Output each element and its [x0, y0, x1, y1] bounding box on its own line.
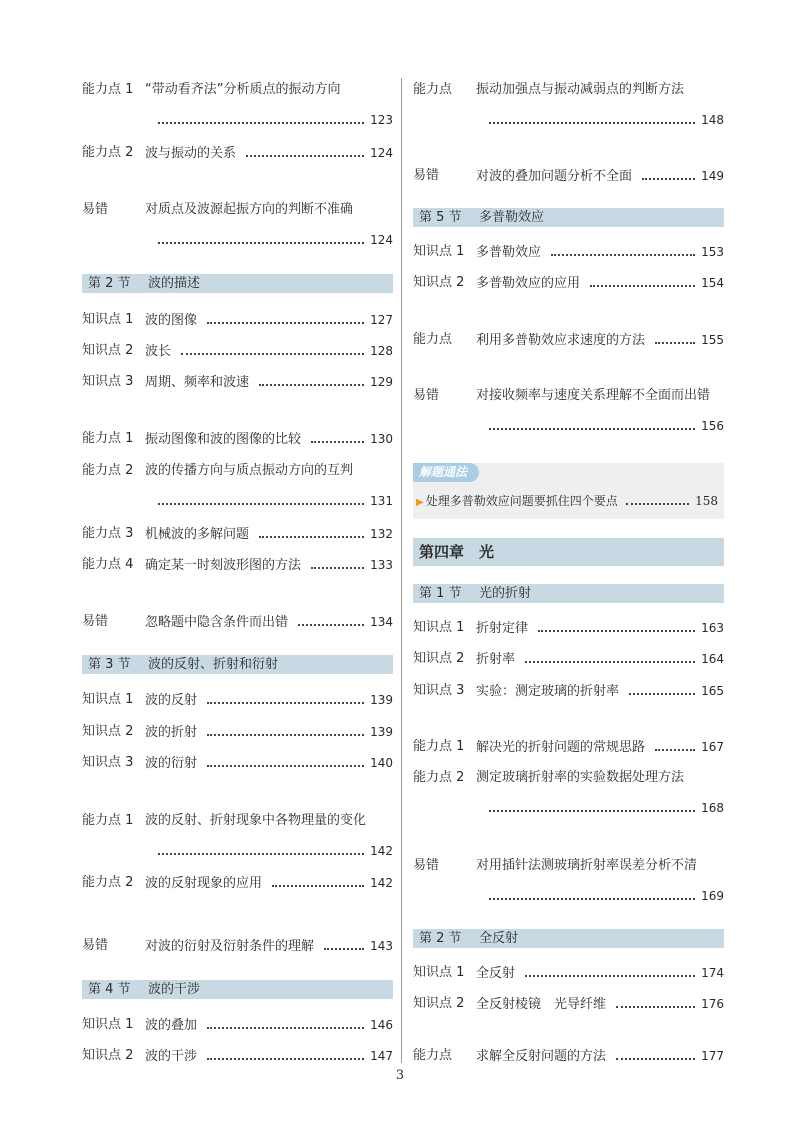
entry-tag: 能力点 1: [82, 82, 134, 97]
dot-leader: [616, 1046, 695, 1060]
page-ref: 165: [701, 684, 724, 698]
method-tips-entry[interactable]: [416, 491, 718, 509]
entry-tag: 易错: [82, 938, 109, 953]
entry-title: 对波的衍射及衍射条件的理解: [145, 939, 315, 954]
dot-leader: [655, 737, 695, 751]
column-divider: [401, 78, 402, 1063]
section-header[interactable]: [413, 929, 724, 948]
entry-title: 对波的叠加问题分析不全面: [476, 169, 633, 184]
entry-title: 全反射: [476, 966, 516, 981]
method-tips-text: 处理多普勒效应问题要抓住四个要点: [425, 494, 618, 508]
dot-leader: [311, 555, 364, 569]
entry-title: 对用插针法测玻璃折射率误差分析不清: [476, 858, 698, 873]
section-number: 第 2 节: [88, 276, 131, 291]
chapter-title: 第四章 光: [419, 543, 495, 561]
dot-leader: [298, 612, 364, 626]
dot-leader: [207, 1046, 364, 1060]
entry-title: 波的反射现象的应用: [145, 876, 263, 891]
section-title: 全反射: [479, 931, 519, 946]
dot-leader: [207, 1015, 364, 1029]
entry-title: 测定玻璃折射率的实验数据处理方法: [476, 770, 685, 785]
page-ref: 169: [701, 889, 724, 903]
entry-title: 忽略题中隐含条件而出错: [145, 615, 289, 630]
dot-leader: [246, 143, 364, 157]
entry-tag: 知识点 2: [413, 996, 465, 1011]
dot-leader: [272, 873, 364, 887]
dot-leader: [642, 166, 695, 180]
entry-tag: 易错: [413, 388, 440, 403]
entry-title: 全反射棱镜 光导纤维: [476, 997, 607, 1012]
entry-tag: 能力点 2: [82, 145, 134, 160]
entry-tag: 能力点 2: [413, 770, 465, 785]
entry-tag: 能力点: [413, 1048, 453, 1063]
entry-tag: 知识点 1: [413, 244, 465, 259]
section-number: 第 3 节: [88, 657, 131, 672]
section-title: 多普勒效应: [479, 210, 545, 225]
entry-title: 对接收频率与速度关系理解不全面而出错: [476, 388, 711, 403]
entry-tag: 知识点 3: [82, 755, 134, 770]
entry-title: 机械波的多解问题: [145, 527, 250, 542]
dot-leader: [489, 798, 695, 812]
page-ref: 139: [370, 693, 393, 707]
entry-tag: 易错: [413, 858, 440, 873]
page-ref: 168: [701, 801, 724, 815]
dot-leader: [489, 110, 695, 124]
entry-title: 确定某一时刻波形图的方法: [145, 558, 302, 573]
entry-tag: 能力点 1: [413, 739, 465, 754]
entry-title: 波的叠加: [145, 1018, 198, 1033]
page-ref: 154: [701, 276, 724, 290]
entry-tag: 知识点 1: [82, 1017, 134, 1032]
entry-title: 解决光的折射问题的常规思路: [476, 740, 646, 755]
dot-leader: [525, 649, 695, 663]
entry-tag: 知识点 2: [82, 1048, 134, 1063]
page-ref: 158: [695, 494, 718, 508]
page-ref: 149: [701, 169, 724, 183]
dot-leader: [590, 273, 695, 287]
dot-leader: [626, 491, 689, 505]
entry-tag: 能力点 2: [82, 875, 134, 890]
section-title: 波的描述: [148, 276, 201, 291]
entry-tag: 能力点 4: [82, 557, 134, 572]
entry-tag: 知识点 1: [82, 312, 134, 327]
dot-leader: [207, 753, 364, 767]
section-title: 波的反射、折射和衍射: [148, 657, 279, 672]
chapter-header[interactable]: [413, 538, 724, 566]
dot-leader: [259, 372, 364, 386]
page-ref: 124: [370, 233, 393, 247]
entry-tag: 知识点 2: [413, 275, 465, 290]
entry-title: 波的反射: [145, 693, 198, 708]
dot-leader: [207, 310, 364, 324]
page-ref: 140: [370, 756, 393, 770]
entry-title: 波的衍射: [145, 756, 198, 771]
entry-title: 利用多普勒效应求速度的方法: [476, 333, 646, 348]
entry-title: 周期、频率和波速: [145, 375, 250, 390]
page-ref: 134: [370, 615, 393, 629]
entry-title: 波与振动的关系: [145, 146, 237, 161]
section-title: 光的折射: [479, 586, 532, 601]
entry-title: 实验：测定玻璃的折射率: [476, 684, 620, 699]
page-ref: 177: [701, 1049, 724, 1063]
page-ref: 124: [370, 146, 393, 160]
dot-leader: [207, 722, 364, 736]
page-ref: 139: [370, 725, 393, 739]
entry-tag: 知识点 1: [82, 692, 134, 707]
entry-title: 波的干涉: [145, 1049, 198, 1064]
dot-leader: [489, 416, 695, 430]
dot-leader: [311, 429, 364, 443]
section-header[interactable]: [82, 274, 393, 293]
entry-title: 振动加强点与振动减弱点的判断方法: [476, 82, 685, 97]
page-ref: 133: [370, 558, 393, 572]
dot-leader: [525, 963, 695, 977]
dot-leader: [655, 330, 695, 344]
entry-title: 振动图像和波的图像的比较: [145, 432, 302, 447]
dot-leader: [259, 524, 364, 538]
page-ref: 127: [370, 313, 393, 327]
dot-leader: [158, 491, 364, 505]
page-ref: 132: [370, 527, 393, 541]
entry-title: 多普勒效应: [476, 245, 542, 260]
entry-title: 波的折射: [145, 725, 198, 740]
dot-leader: [158, 841, 364, 855]
section-number: 第 4 节: [88, 982, 131, 997]
page-ref: 147: [370, 1049, 393, 1063]
entry-tag: 易错: [82, 202, 109, 217]
entry-title: “带动看齐法”分析质点的振动方向: [145, 82, 341, 97]
section-header[interactable]: [82, 980, 393, 999]
method-tips-box: [413, 463, 724, 519]
method-tips-badge: 解题通法: [413, 463, 479, 482]
entry-tag: 能力点 3: [82, 526, 134, 541]
entry-tag: 知识点 1: [413, 620, 465, 635]
section-number: 第 2 节: [419, 931, 462, 946]
entry-title: 波的图像: [145, 313, 198, 328]
section-header[interactable]: [82, 655, 393, 674]
triangle-bullet-icon: ▶: [416, 497, 424, 508]
dot-leader: [489, 886, 695, 900]
dot-leader: [324, 936, 364, 950]
dot-leader: [538, 618, 695, 632]
section-title: 波的干涉: [148, 982, 201, 997]
page-ref: 153: [701, 245, 724, 259]
entry-title: 折射率: [476, 652, 516, 667]
entry-tag: 知识点 3: [413, 683, 465, 698]
entry-tag: 易错: [413, 168, 440, 183]
page-ref: 129: [370, 375, 393, 389]
entry-tag: 知识点 3: [82, 374, 134, 389]
section-header[interactable]: [413, 584, 724, 603]
entry-title: 多普勒效应的应用: [476, 276, 581, 291]
section-number: 第 5 节: [419, 210, 462, 225]
section-header[interactable]: [413, 208, 724, 227]
dot-leader: [181, 341, 364, 355]
entry-tag: 能力点 1: [82, 813, 134, 828]
page-number: 3: [395, 1068, 405, 1083]
page-ref: 156: [701, 419, 724, 433]
entry-title: 波长: [145, 344, 172, 359]
dot-leader: [158, 110, 364, 124]
entry-title: 波的传播方向与质点振动方向的互判: [145, 463, 354, 478]
page-ref: 155: [701, 333, 724, 347]
entry-tag: 能力点: [413, 82, 453, 97]
entry-tag: 能力点 1: [82, 431, 134, 446]
page-ref: 131: [370, 494, 393, 508]
dot-leader: [158, 230, 364, 244]
dot-leader: [629, 681, 695, 695]
page-ref: 176: [701, 997, 724, 1011]
entry-tag: 知识点 1: [413, 965, 465, 980]
page-ref: 128: [370, 344, 393, 358]
page-ref: 142: [370, 876, 393, 890]
page-ref: 167: [701, 740, 724, 754]
dot-leader: [207, 690, 364, 704]
page-ref: 164: [701, 652, 724, 666]
dot-leader: [616, 994, 695, 1008]
entry-title: 折射定律: [476, 621, 529, 636]
entry-tag: 能力点 2: [82, 463, 134, 478]
entry-title: 对质点及波源起振方向的判断不准确: [145, 202, 354, 217]
entry-tag: 知识点 2: [82, 724, 134, 739]
page-ref: 163: [701, 621, 724, 635]
page-ref: 142: [370, 844, 393, 858]
entry-tag: 易错: [82, 614, 109, 629]
page-ref: 146: [370, 1018, 393, 1032]
page-ref: 143: [370, 939, 393, 953]
page-ref: 148: [701, 113, 724, 127]
entry-tag: 知识点 2: [413, 651, 465, 666]
page-ref: 123: [370, 113, 393, 127]
entry-title: 波的反射、折射现象中各物理量的变化: [145, 813, 367, 828]
page-ref: 130: [370, 432, 393, 446]
section-number: 第 1 节: [419, 586, 462, 601]
page-ref: 174: [701, 966, 724, 980]
dot-leader: [551, 242, 695, 256]
entry-title: 求解全反射问题的方法: [476, 1049, 607, 1064]
entry-tag: 知识点 2: [82, 343, 134, 358]
entry-tag: 能力点: [413, 332, 453, 347]
